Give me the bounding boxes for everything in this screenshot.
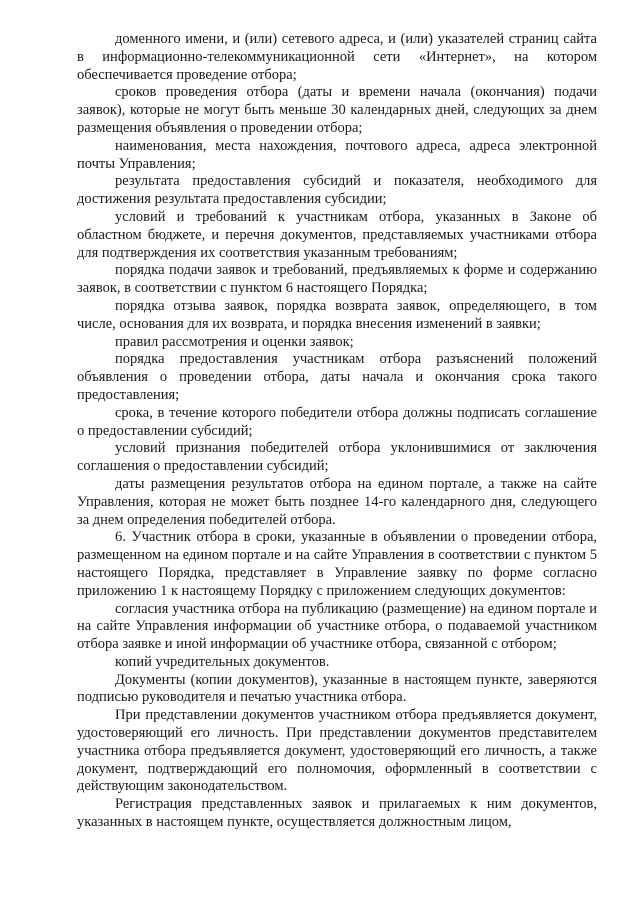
- paragraph-8: правил рассмотрения и оценки заявок;: [115, 333, 354, 350]
- paragraph-5: условий и требований к участникам отбора, указанных в Законе об областном бюджете, и перечня документов, представляемых участниками отбора для подтверждения их соответствия указанным требованиям;: [77, 208, 597, 261]
- paragraph-10: срока, в течение которого победители отбора должны подписать соглашение о предоставлении субсидий;: [77, 404, 597, 439]
- paragraph-12: даты размещения результатов отбора на едином портале, а также на сайте Управления, которая не может быть позднее 14-го календарного дня, следующего за днем определения победителей отбора.: [77, 475, 597, 528]
- paragraph-13: 6. Участник отбора в сроки, указанные в объявлении о проведении отбора, размещенном на едином портале и на сайте Управления в соответствии с пунктом 5 настоящего Порядка, представляет в Управление заявку по форме согласно приложению 1 к настоящему Порядку с приложением следующих документов:: [77, 529, 597, 599]
- paragraph-15: копий учредительных документов.: [115, 653, 330, 670]
- paragraph-6: порядка подачи заявок и требований, предъявляемых к форме и содержанию заявок, в соответствии с пунктом 6 настоящего Порядка;: [77, 262, 597, 297]
- paragraph-2: сроков проведения отбора (даты и времени начала (окончания) подачи заявок), которые не могут быть меньше 30 календарных дней, следующих за днем размещения объявления о проведении отбора;: [77, 84, 597, 136]
- paragraph-3: наименования, места нахождения, почтового адреса, адреса электронной почты Управления;: [77, 137, 597, 172]
- paragraph-4: результата предоставления субсидий и показателя, необходимого для достижения результата предоставления субсидии;: [77, 173, 597, 208]
- paragraph-9: порядка предоставления участникам отбора разъяснений положений объявления о проведении отбора, даты начала и окончания срока такого предоставления;: [77, 351, 597, 403]
- paragraph-1: доменного имени, и (или) сетевого адреса, и (или) указателей страниц сайта в информационно-телекоммуникационной сети «Интернет», на котором обеспечивается проведение отбора;: [77, 31, 597, 83]
- paragraph-16: Документы (копии документов), указанные в настоящем пункте, заверяются подписью руководителя и печатью участника отбора.: [77, 671, 597, 706]
- paragraph-7: порядка отзыва заявок, порядка возврата заявок, определяющего, в том числе, основания для их возврата, и порядка внесения изменений в заявки;: [77, 297, 597, 332]
- document-page: [77, 31, 597, 832]
- paragraph-18: Регистрация представленных заявок и прилагаемых к ним документов, указанных в настоящем пункте, осуществляется должностным лицом,: [77, 796, 597, 831]
- paragraph-17: При представлении документов участником отбора предъявляется документ, удостоверяющий его личность. При представлении документов представителем участника отбора предъявляется документ, удостоверяющий его личность, а также документ, подтверждающий его полномочия, оформленный в соответствии с действующим законодательством.: [77, 707, 597, 795]
- paragraph-11: условий признания победителей отбора уклонившимися от заключения соглашения о предоставлении субсидий;: [77, 440, 597, 475]
- paragraph-14: согласия участника отбора на публикацию (размещение) на едином портале и на сайте Управления информации об участнике отбора, о подаваемой участником отбора заявке и иной информации об участнике отбора, связанной с отбором;: [77, 600, 597, 653]
